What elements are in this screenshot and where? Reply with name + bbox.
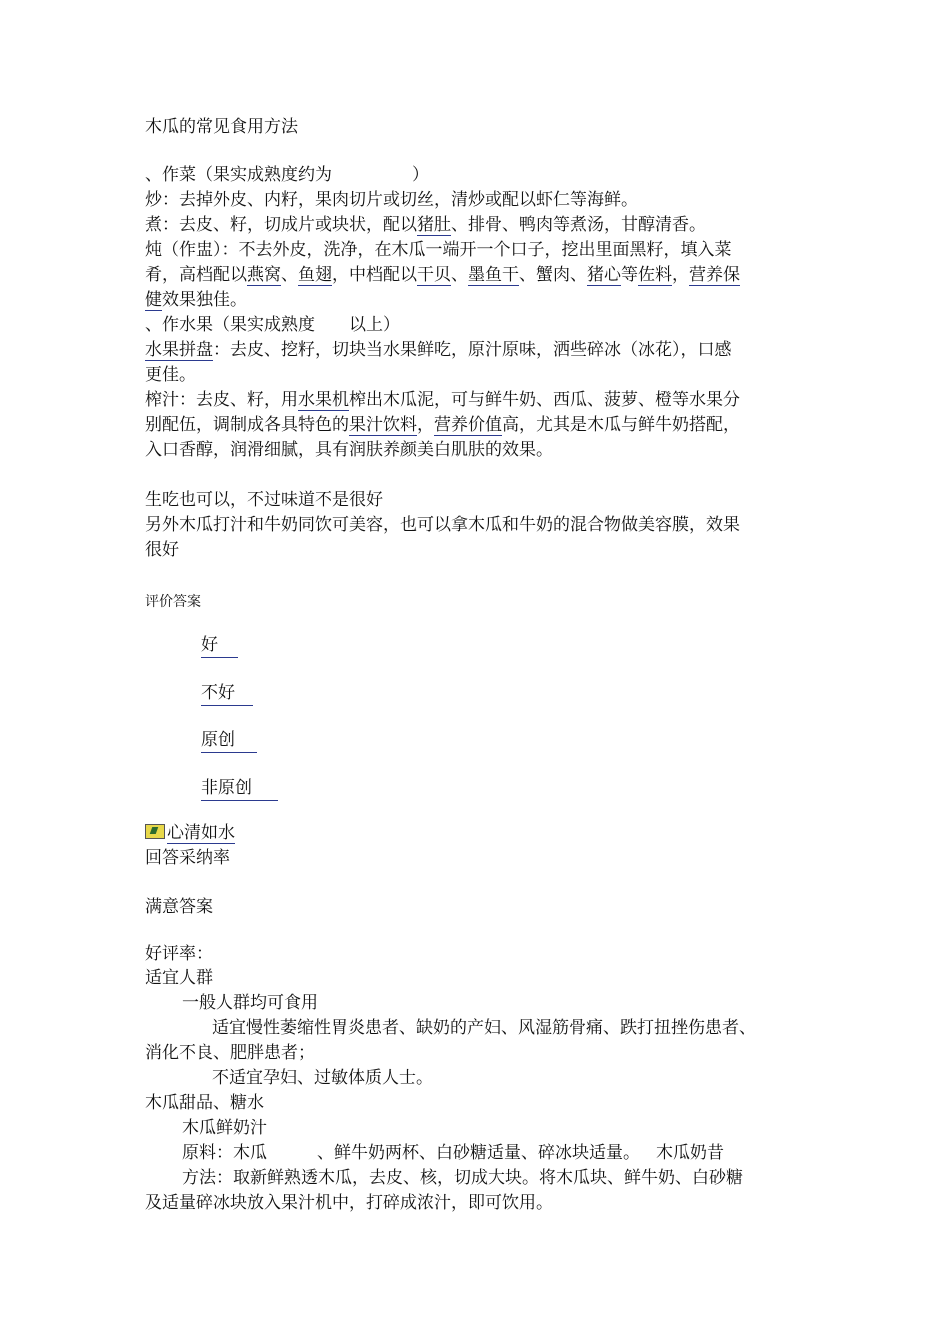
- suitable-heading: 适宜人群: [145, 968, 213, 988]
- suitable-line-2: 消化不良、肥胖患者；: [145, 1043, 315, 1063]
- link-shark-fin[interactable]: 鱼翅: [298, 265, 332, 285]
- section2-heading-close: 以上）: [349, 315, 400, 335]
- ingredients-text-c: 木瓜奶昔: [656, 1143, 724, 1163]
- juice-line-3: 入口香醇，润滑细腻，具有润肤养颜美白肌肤的效果。: [145, 440, 553, 460]
- extra-line-1: 另外木瓜打汁和牛奶同饮可美容，也可以拿木瓜和牛奶的混合物做美容膜，效果: [145, 515, 740, 535]
- option-original[interactable]: 原创: [201, 728, 257, 753]
- method-line-2: 及适量碎冰块放入果汁机中，打碎成浓汁，即可饮用。: [145, 1193, 553, 1213]
- dessert-heading: 木瓜甜品、糖水: [145, 1093, 264, 1113]
- stew-sep-1: 、: [281, 265, 298, 285]
- evaluation-label: 评价答案: [145, 594, 201, 610]
- section1-heading: [145, 163, 429, 187]
- platter-line-2: 更佳。: [145, 365, 196, 385]
- stew-line-1: 炖（作盅）：不去外皮，洗净，在木瓜一端开一个口子，挖出里面黑籽，填入菜: [145, 240, 732, 260]
- raw-note: 生吃也可以，不过味道不是很好: [145, 490, 383, 510]
- platter-line-1: [145, 338, 732, 362]
- recipe-name: 木瓜鲜奶汁: [182, 1118, 267, 1138]
- stew-line-2: [145, 263, 740, 287]
- satisfied-answer-label: 满意答案: [145, 897, 213, 917]
- stew-line-3-text: 效果独佳。: [162, 290, 247, 310]
- ingredients-text-a: 原料：木瓜: [182, 1143, 267, 1163]
- stew-line-3: [145, 288, 247, 312]
- juice-line-2: [145, 413, 740, 437]
- ingredients-text-b: 、鲜牛奶两杯、白砂糖适量、碎冰块适量。: [317, 1143, 640, 1163]
- link-seasoning[interactable]: 佐料: [638, 265, 672, 285]
- section2-heading: [145, 313, 400, 337]
- stew-text-e: ，: [672, 265, 689, 285]
- section1-heading-text: 、作菜（果实成熟度约为: [145, 165, 332, 185]
- boil-text-a: 煮：去皮、籽，切成片或块状，配以: [145, 215, 417, 235]
- option-good[interactable]: 好: [201, 633, 238, 658]
- page-title: 木瓜的常见食用方法: [145, 117, 298, 137]
- stew-text-a: 肴，高档配以: [145, 265, 247, 285]
- ingredients-line: [182, 1141, 724, 1165]
- suitable-general: 一般人群均可食用: [182, 993, 318, 1013]
- boil-text-b: 、排骨、鸭肉等煮汤，甘醇清香。: [451, 215, 706, 235]
- stew-text-c: 、蟹肉、: [519, 265, 587, 285]
- link-juicer[interactable]: 水果机: [298, 390, 349, 410]
- link-answerer-name[interactable]: 心清如水: [167, 823, 235, 843]
- juice2-text-b: ，: [417, 415, 434, 435]
- juice-text-a: 榨汁：去皮、籽，用: [145, 390, 298, 410]
- stew-text-d: 等: [621, 265, 638, 285]
- link-scallop[interactable]: 干贝: [417, 265, 451, 285]
- stew-text-b: ，中档配以: [332, 265, 417, 285]
- extra-line-2: 很好: [145, 540, 179, 560]
- link-pork-tripe[interactable]: 猪肚: [417, 215, 451, 235]
- section2-heading-text: 、作水果（果实成熟度: [145, 315, 315, 335]
- link-nutrition-value[interactable]: 营养价值: [434, 415, 502, 435]
- adoption-rate-label: 回答采纳率: [145, 848, 230, 868]
- method-line-1: 方法：取新鲜熟透木瓜，去皮、核，切成大块。将木瓜块、鲜牛奶、白砂糖: [182, 1168, 743, 1188]
- answerer-line: [145, 821, 235, 845]
- option-not-good[interactable]: 不好: [201, 681, 253, 706]
- section1-heading-close: ）: [412, 165, 429, 185]
- platter-text: ：去皮、挖籽，切块当水果鲜吃，原汁原味，洒些碎冰（冰花），口感: [213, 340, 732, 360]
- user-badge-icon: [145, 824, 165, 839]
- juice-line-1: [145, 388, 740, 412]
- juice2-text-a: 别配伍，调制成各具特色的: [145, 415, 349, 435]
- option-non-original[interactable]: 非原创: [201, 776, 278, 801]
- stir-fry-line: 炒：去掉外皮、内籽，果肉切片或切丝，清炒或配以虾仁等海鲜。: [145, 190, 638, 210]
- link-fruit-platter[interactable]: 水果拼盘: [145, 340, 213, 360]
- boil-line: [145, 213, 706, 237]
- juice2-text-c: 高，尤其是木瓜与鲜牛奶搭配，: [502, 415, 740, 435]
- rating-label: 好评率：: [145, 944, 213, 964]
- unsuitable-line: 不适宜孕妇、过敏体质人士。: [212, 1068, 433, 1088]
- link-pig-heart[interactable]: 猪心: [587, 265, 621, 285]
- link-nutrition-health-cont[interactable]: 健: [145, 290, 162, 310]
- link-birds-nest[interactable]: 燕窝: [247, 265, 281, 285]
- link-juice-drink[interactable]: 果汁饮料: [349, 415, 417, 435]
- link-dried-squid[interactable]: 墨鱼干: [468, 265, 519, 285]
- juice-text-b: 榨出木瓜泥，可与鲜牛奶、西瓜、菠萝、橙等水果分: [349, 390, 740, 410]
- suitable-line-1: 适宜慢性萎缩性胃炎患者、缺奶的产妇、风湿筋骨痛、跌打扭挫伤患者、: [212, 1018, 756, 1038]
- link-nutrition-health[interactable]: 营养保: [689, 265, 740, 285]
- stew-sep-2: 、: [451, 265, 468, 285]
